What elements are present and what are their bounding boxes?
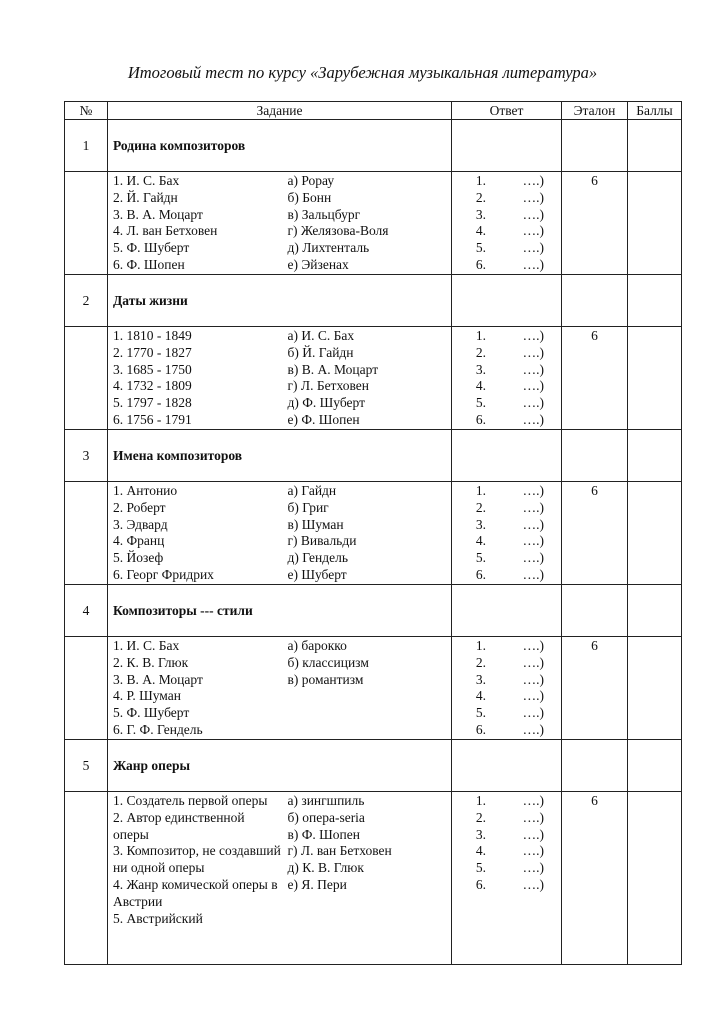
answer-number: 1.: [475, 328, 486, 343]
match-option: д) Гендель: [287, 550, 348, 566]
answer-number: 1.: [475, 483, 486, 498]
content-num-cell: [65, 792, 108, 965]
match-options-cell: [283, 637, 452, 740]
answer-blank[interactable]: ….): [522, 809, 544, 825]
answer-row[interactable]: [452, 877, 561, 894]
answer-blank[interactable]: ….): [522, 189, 544, 205]
task-item: 2. Автор единственной оперы: [113, 809, 245, 842]
section-answer-cell: [452, 120, 562, 172]
match-option: д) Ф. Шуберт: [287, 395, 365, 411]
answer-row[interactable]: [452, 223, 561, 240]
match-option: г) Л. Бетховен: [287, 378, 369, 394]
answer-number: 2.: [475, 654, 486, 670]
match-option: в) романтизм: [287, 671, 364, 687]
task-item: 5. Австрийский: [113, 910, 203, 926]
section-etalon-cell: [562, 275, 628, 327]
task-item: 3. В. А. Моцарт: [113, 206, 203, 222]
answer-number: 4.: [475, 533, 486, 549]
section-name: Имена композиторов: [108, 430, 452, 482]
answer-row[interactable]: [452, 567, 561, 584]
score-cell[interactable]: [628, 792, 682, 965]
task-items-cell: [108, 792, 283, 965]
answer-row[interactable]: [452, 843, 561, 860]
section-answer-cell: [452, 430, 562, 482]
match-options-cell: [283, 792, 452, 965]
answer-blank[interactable]: ….): [522, 395, 544, 411]
section-number: 5: [65, 740, 108, 792]
answer-row[interactable]: [452, 483, 561, 500]
score-cell[interactable]: [628, 637, 682, 740]
match-option: а) барокко: [287, 638, 347, 653]
task-item: 4. Франц: [113, 533, 165, 549]
answer-number: 5.: [475, 395, 486, 411]
task-item: 3. Эдвард: [113, 516, 168, 532]
match-option: а) И. С. Бах: [287, 328, 355, 343]
answer-blank[interactable]: ….): [522, 240, 544, 256]
answer-cell[interactable]: [452, 637, 562, 740]
answer-row[interactable]: [452, 328, 561, 345]
answer-row[interactable]: [452, 810, 561, 827]
task-item: 2. Роберт: [113, 499, 166, 515]
answer-blank[interactable]: ….): [522, 483, 544, 498]
answer-number: 4.: [475, 223, 486, 239]
answer-row[interactable]: [452, 705, 561, 722]
match-option: б) Й. Гайдн: [287, 344, 354, 360]
match-options-cell: [283, 172, 452, 275]
task-item: 4. Жанр комической оперы в Австрии: [113, 876, 278, 909]
answer-row[interactable]: [452, 240, 561, 257]
task-item: 4. Р. Шуман: [113, 688, 181, 704]
task-item: 5. 1797 - 1828: [113, 395, 192, 411]
match-option: е) Шуберт: [287, 566, 347, 582]
section-name: Родина композиторов: [108, 120, 452, 172]
answer-number: 6.: [475, 721, 486, 737]
match-option: в) В. А. Моцарт: [287, 361, 379, 377]
answer-blank[interactable]: ….): [522, 843, 544, 859]
match-option: а) зингшпиль: [287, 793, 365, 808]
answer-row[interactable]: [452, 517, 561, 534]
section-answer-cell: [452, 740, 562, 792]
match-option: а) Рорау: [287, 173, 335, 188]
answer-number: 3.: [475, 361, 486, 377]
match-option: д) Лихтенталь: [287, 240, 370, 256]
task-item: 6. Георг Фридрих: [113, 566, 214, 582]
content-num-cell: [65, 637, 108, 740]
etalon-value: 6: [562, 637, 628, 740]
task-items-cell: [108, 172, 283, 275]
task-item: 1. И. С. Бах: [113, 638, 180, 653]
section-content-row: [65, 792, 682, 965]
answer-blank[interactable]: ….): [522, 533, 544, 549]
answer-number: 3.: [475, 206, 486, 222]
task-item: 4. 1732 - 1809: [113, 378, 192, 394]
answer-blank[interactable]: ….): [522, 411, 544, 427]
answer-number: 6.: [475, 566, 486, 582]
score-cell[interactable]: [628, 482, 682, 585]
answer-blank[interactable]: ….): [522, 688, 544, 704]
section-answer-cell: [452, 585, 562, 637]
answer-row[interactable]: [452, 345, 561, 362]
answer-blank[interactable]: ….): [522, 328, 544, 343]
section-etalon-cell: [562, 740, 628, 792]
answer-row[interactable]: [452, 722, 561, 739]
answer-number: 3.: [475, 671, 486, 687]
task-items-cell: [108, 482, 283, 585]
match-option: б) классицизм: [287, 654, 369, 670]
section-score-cell: [628, 430, 682, 482]
section-heading-row: [65, 740, 682, 792]
answer-row[interactable]: [452, 793, 561, 810]
answer-row[interactable]: [452, 412, 561, 429]
answer-blank[interactable]: ….): [522, 256, 544, 272]
answer-blank[interactable]: ….): [522, 566, 544, 582]
etalon-value: 6: [562, 327, 628, 430]
answer-row[interactable]: [452, 638, 561, 655]
section-name: Композиторы --- стили: [108, 585, 452, 637]
answer-number: 2.: [475, 189, 486, 205]
match-option: а) Гайдн: [287, 483, 337, 498]
answer-blank[interactable]: ….): [522, 860, 544, 876]
task-item: 2. К. В. Глюк: [113, 654, 189, 670]
answer-row[interactable]: [452, 827, 561, 844]
answer-blank[interactable]: ….): [522, 361, 544, 377]
answer-blank[interactable]: ….): [522, 344, 544, 360]
header-etalon: Эталон: [562, 102, 628, 120]
header-num: №: [65, 102, 108, 120]
answer-number: 2.: [475, 809, 486, 825]
match-option: в) Ф. Шопен: [287, 826, 360, 842]
answer-number: 5.: [475, 705, 486, 721]
answer-blank[interactable]: ….): [522, 705, 544, 721]
answer-blank[interactable]: ….): [522, 378, 544, 394]
answer-cell[interactable]: [452, 482, 562, 585]
header-answer: Ответ: [452, 102, 562, 120]
answer-row[interactable]: [452, 362, 561, 379]
section-number: 1: [65, 120, 108, 172]
match-option: в) Шуман: [287, 516, 344, 532]
answer-row[interactable]: [452, 655, 561, 672]
answer-row[interactable]: [452, 533, 561, 550]
task-item: 3. В. А. Моцарт: [113, 671, 203, 687]
content-num-cell: [65, 172, 108, 275]
answer-number: 4.: [475, 688, 486, 704]
answer-blank[interactable]: ….): [522, 206, 544, 222]
task-item: 5. Ф. Шуберт: [113, 240, 190, 256]
section-number: 3: [65, 430, 108, 482]
section-content-row: [65, 172, 682, 275]
task-items-cell: [108, 327, 283, 430]
match-option: е) Эйзенах: [287, 256, 349, 272]
section-heading-row: [65, 585, 682, 637]
section-etalon-cell: [562, 585, 628, 637]
section-etalon-cell: [562, 430, 628, 482]
match-option: б) Григ: [287, 499, 329, 515]
content-num-cell: [65, 327, 108, 430]
task-item: 1. 1810 - 1849: [113, 328, 192, 343]
answer-number: 3.: [475, 516, 486, 532]
answer-blank[interactable]: ….): [522, 671, 544, 687]
match-options-cell: [283, 327, 452, 430]
answer-number: 6.: [475, 876, 486, 892]
answer-row[interactable]: [452, 207, 561, 224]
answer-row[interactable]: [452, 257, 561, 274]
section-content-row: [65, 327, 682, 430]
score-cell[interactable]: [628, 327, 682, 430]
task-item: 6. Ф. Шопен: [113, 256, 185, 272]
answer-blank[interactable]: ….): [522, 499, 544, 515]
match-option: г) Желязова-Воля: [287, 223, 389, 239]
match-option: в) Зальцбург: [287, 206, 361, 222]
task-item: 5. Ф. Шуберт: [113, 705, 190, 721]
task-item: 6. Г. Ф. Гендель: [113, 721, 203, 737]
section-score-cell: [628, 275, 682, 327]
task-item: 1. И. С. Бах: [113, 173, 180, 188]
answer-number: 5.: [475, 860, 486, 876]
content-num-cell: [65, 482, 108, 585]
section-answer-cell: [452, 275, 562, 327]
task-item: 4. Л. ван Бетховен: [113, 223, 218, 239]
answer-row[interactable]: [452, 672, 561, 689]
task-item: 5. Йозеф: [113, 550, 164, 566]
task-item: 3. 1685 - 1750: [113, 361, 192, 377]
answer-row[interactable]: [452, 190, 561, 207]
header-score: Баллы: [628, 102, 682, 120]
task-item: 1. Антонио: [113, 483, 178, 498]
answer-row[interactable]: [452, 860, 561, 877]
answer-blank[interactable]: ….): [522, 826, 544, 842]
section-name: Жанр оперы: [108, 740, 452, 792]
answer-blank[interactable]: ….): [522, 173, 544, 188]
answer-cell[interactable]: [452, 792, 562, 965]
match-option: е) Я. Пери: [287, 876, 347, 892]
task-item: 1. Создатель первой оперы: [113, 793, 268, 808]
task-item: 2. 1770 - 1827: [113, 344, 192, 360]
section-etalon-cell: [562, 120, 628, 172]
task-items-cell: [108, 637, 283, 740]
etalon-value: 6: [562, 482, 628, 585]
answer-number: 1.: [475, 173, 486, 188]
answer-number: 1.: [475, 793, 486, 808]
match-options-cell: [283, 482, 452, 585]
answer-blank[interactable]: ….): [522, 223, 544, 239]
test-table: [64, 101, 682, 965]
answer-blank[interactable]: ….): [522, 516, 544, 532]
answer-blank[interactable]: ….): [522, 721, 544, 737]
score-cell[interactable]: [628, 172, 682, 275]
answer-row[interactable]: [452, 395, 561, 412]
section-content-row: [65, 482, 682, 585]
section-score-cell: [628, 740, 682, 792]
task-item: 3. Композитор, не создавший ни одной оперы: [113, 843, 281, 876]
answer-number: 5.: [475, 550, 486, 566]
answer-number: 2.: [475, 499, 486, 515]
table-header-row: [65, 102, 682, 120]
answer-number: 6.: [475, 256, 486, 272]
match-option: б) опера-seria: [287, 809, 365, 825]
answer-cell[interactable]: [452, 327, 562, 430]
etalon-value: 6: [562, 792, 628, 965]
section-score-cell: [628, 120, 682, 172]
answer-blank[interactable]: ….): [522, 876, 544, 892]
match-option: д) К. В. Глюк: [287, 860, 364, 876]
section-number: 4: [65, 585, 108, 637]
match-option: г) Л. ван Бетховен: [287, 843, 392, 859]
answer-number: 5.: [475, 240, 486, 256]
answer-number: 4.: [475, 378, 486, 394]
etalon-value: 6: [562, 172, 628, 275]
answer-row[interactable]: [452, 173, 561, 190]
answer-cell[interactable]: [452, 172, 562, 275]
answer-blank[interactable]: ….): [522, 793, 544, 808]
section-heading-row: [65, 120, 682, 172]
answer-number: 4.: [475, 843, 486, 859]
answer-blank[interactable]: ….): [522, 550, 544, 566]
match-option: б) Бонн: [287, 189, 332, 205]
section-content-row: [65, 637, 682, 740]
section-score-cell: [628, 585, 682, 637]
answer-number: 6.: [475, 411, 486, 427]
header-task: Задание: [108, 102, 452, 120]
answer-blank[interactable]: ….): [522, 638, 544, 653]
answer-number: 1.: [475, 638, 486, 653]
answer-blank[interactable]: ….): [522, 654, 544, 670]
section-number: 2: [65, 275, 108, 327]
section-heading-row: [65, 430, 682, 482]
answer-number: 2.: [475, 344, 486, 360]
answer-row[interactable]: [452, 688, 561, 705]
answer-row[interactable]: [452, 500, 561, 517]
document-title: Итоговый тест по курсу «Зарубежная музыкальная литература»: [127, 63, 598, 82]
task-item: 6. 1756 - 1791: [113, 411, 192, 427]
match-option: е) Ф. Шопен: [287, 411, 360, 427]
task-item: 2. Й. Гайдн: [113, 189, 178, 205]
answer-row[interactable]: [452, 550, 561, 567]
answer-row[interactable]: [452, 378, 561, 395]
match-option: г) Вивальди: [287, 533, 357, 549]
section-heading-row: [65, 275, 682, 327]
section-name: Даты жизни: [108, 275, 452, 327]
answer-number: 3.: [475, 826, 486, 842]
